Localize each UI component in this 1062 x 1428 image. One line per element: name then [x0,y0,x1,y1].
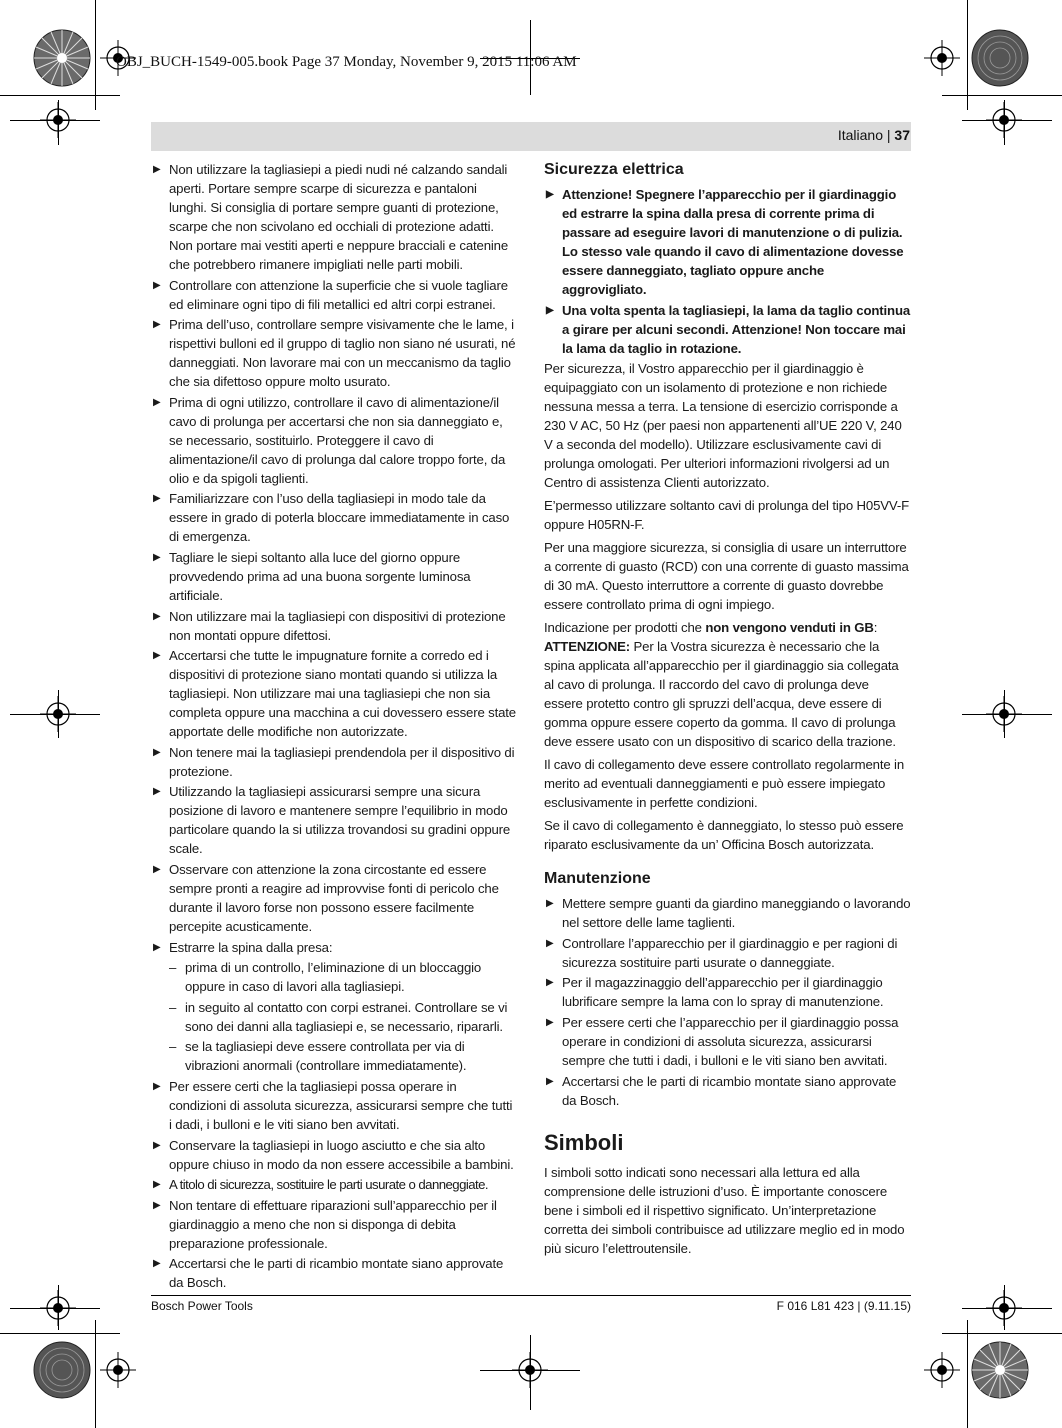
crop-line [0,95,120,96]
sub-list-item: – in seguito al contatto con corpi estranei. Controllare se vi sono dei danni alla tagliasiepi e, se necessario, ripararli. [169,999,508,1034]
triangle-bullet-icon: ▶ [153,1199,161,1211]
crop-line [0,1333,120,1334]
list-item: ▶ Non tenere mai la tagliasiepi prendendola per il dispositivo di protezione. [153,744,515,779]
crop-line [942,1333,1062,1334]
triangle-bullet-icon: ▶ [153,396,161,408]
triangle-bullet-icon: ▶ [546,937,554,949]
list-item: ▶ Accertarsi che le parti di ricambio montate siano approvate da Bosch. [546,1073,897,1108]
paragraph: Il cavo di collegamento deve essere controllato regolarmente in merito ad eventuali danneggiamenti e può essere impiegato esclusivamente in perfette condizioni. [544,757,905,811]
crop-line [967,1320,968,1428]
triangle-bullet-icon: ▶ [153,164,161,175]
list-item: ▶ Accertarsi che le parti di ricambio montate siano approvate da Bosch. [153,1256,504,1291]
book-info-line: OBJ_BUCH-1549-005.book Page 37 Monday, November 9, 2015 11:06 AM [116,54,577,70]
triangle-bullet-icon: ▶ [546,898,554,910]
list-item: ▶ Per il magazzinaggio dell’apparecchio per il giardinaggio lubrificare sempre la lama con lo spray di manutenzione. [546,975,884,1010]
triangle-bullet-icon: ▶ [153,650,161,662]
crop-line [942,95,1062,96]
list-item: ▶ Tagliare le siepi soltanto alla luce del giorno oppure provvedendo prima ad una buona sorgente luminosa artificiale. [153,549,471,603]
crop-line [95,0,96,110]
registration-target-icon [924,40,960,76]
section-heading-maintenance: Manutenzione [544,870,651,888]
list-item: ▶ Per essere certi che la tagliasiepi possa operare in condizioni di assoluta sicurezza, assicurarsi sempre che tutti i dadi, i bulloni e le viti siano ben avvitati. [153,1078,513,1132]
registration-target-icon [986,102,1022,138]
color-rosette-icon [32,1340,92,1400]
page-number: 37 [894,127,910,143]
spacer [544,1111,911,1129]
paragraph: E’permesso utilizzare soltanto cavi di prolunga del tipo H05VV-F oppure H05RN-F. [544,498,909,533]
list-item: ▶ Per essere certi che l’apparecchio per il giardinaggio possa operare in condizioni di assoluta sicurezza, assicurarsi sempre che tutti i dadi, i bulloni e le viti siano ben avvitati. [546,1014,899,1068]
header-language: Italiano [837,127,883,143]
paragraph: Per una maggiore sicurezza, si consiglia di usare un interruttore a corrente di guasto (RCD) con una corrente di guasto massima di 30 mA. Questo interruttore a corrente di guasto dovrebbe essere controllato prima di ogni impiego. [544,540,909,613]
list-item: ▶ A titolo di sicurezza, sostituire le parti usurate o danneggiate. [153,1177,489,1193]
triangle-bullet-icon: ▶ [153,319,161,331]
footer-doc-number: F 016 L81 423 | (9.11.15) [776,1299,911,1313]
paragraph: I simboli sotto indicati sono necessari alla lettura ed alla comprensione delle istruzioni d’uso. È importante conoscere bene i simboli ed il rispettivo significato. Un’interpretazione corretta dei simboli contribuisce ad utilizzare meglio ed in modo più sicuro l’elettroutensile. [544,1165,905,1257]
footer-brand: Bosch Power Tools [151,1299,253,1313]
list-item: ▶ Una volta spenta la tagliasiepi, la lama da taglio continua a girare per alcuni secondi. Attenzione! Non toccare mai la lama da taglio in rotazione. [546,302,911,356]
triangle-bullet-icon: ▶ [546,189,554,200]
list-item: ▶ Osservare con attenzione la zona circostante ed essere sempre pronti a reagire ad improvvise fonti di pericolo che durante il lavoro forse non possono essere facilmente percepite acusticamente. [153,861,499,934]
list-item: ▶ Non tentare di effettuare riparazioni sull’apparecchio per il giardinaggio a meno che non si disponga di debita preparazione professionale. [153,1197,497,1251]
dash-bullet: – [169,999,177,1015]
triangle-bullet-icon: ▶ [546,1075,554,1087]
triangle-bullet-icon: ▶ [153,863,161,875]
triangle-bullet-icon: ▶ [546,977,554,989]
dash-bullet: – [169,960,177,976]
header-bar [151,122,911,151]
list-item: ▶ Non utilizzare mai la tagliasiepi con dispositivi di protezione non montati oppure difettosi. [153,608,506,643]
color-rosette-icon [970,1340,1030,1400]
left-column [151,160,517,1294]
triangle-bullet-icon: ▶ [546,304,554,316]
page-header [838,127,910,143]
triangle-bullet-icon: ▶ [153,941,161,953]
triangle-bullet-icon: ▶ [153,493,161,505]
spacer [544,858,911,869]
section-heading-electrical: Sicurezza elettrica [544,161,684,178]
dash-bullet: – [169,1039,177,1055]
paragraph: Se il cavo di collegamento è danneggiato, lo stesso può essere riparato esclusivamente da un’ Officina Bosch autorizzata. [544,818,904,853]
registration-target-icon [40,102,76,138]
list-item: ▶ Attenzione! Spegnere l’apparecchio per il giardinaggio ed estrarre la spina dalla presa di corrente prima di passare ad eseguire lavori di manutenzione o di pulizia. Lo stesso vale quando il cavo di alimentazione dovesse essere danneggiato, tagliato oppure anche aggrovigliato. [546,187,904,297]
registration-target-icon [986,696,1022,732]
crop-line [967,0,968,110]
section-heading-symbols: Simboli [544,1130,624,1156]
triangle-bullet-icon: ▶ [153,1080,161,1092]
list-item: ▶ Prima dell’uso, controllare sempre visivamente che le lame, i rispettivi bulloni ed il gruppo di taglio non siano né usurati, né danneggiati. Non lavorare mai con un meccanismo da taglio che sia difettoso oppure molto usurato. [153,317,516,390]
registration-target-icon [512,1352,548,1388]
sub-list-item: – prima di un controllo, l’eliminazione di un bloccaggio oppure in caso di lavori alla tagliasiepi. [169,960,482,995]
triangle-bullet-icon: ▶ [153,1258,161,1270]
list-item: ▶ Familiarizzare con l’uso della tagliasiepi in modo tale da essere in grado di poterla bloccare immediatamente in caso di emergenza. [153,491,510,545]
list-item: ▶ Accertarsi che tutte le impugnature fornite a corredo ed i dispositivi di protezione siano montati quando si utilizza la tagliasiepi. Non utilizzare mai una tagliasiepi che non sia completa oppure una macchina a cui dovessero essere state apportate delle modifiche non autorizzate. [153,648,516,740]
color-rosette-icon [970,28,1030,88]
registration-target-icon [40,696,76,732]
triangle-bullet-icon: ▶ [153,786,161,798]
list-item: ▶ Mettere sempre guanti da giardino maneggiando o lavorando nel settore delle lame taglienti. [546,896,911,931]
paragraph: Indicazione per prodotti che non vengono venduti in GB: [544,620,878,636]
triangle-bullet-icon: ▶ [153,1139,161,1151]
triangle-bullet-icon: ▶ [153,279,161,291]
paragraph: ATTENZIONE: Per la Vostra sicurezza è necessario che la spina applicata all’apparecchio per il giardinaggio sia collegata al cavo di prolunga. Il raccordo del cavo di prolunga deve essere protetto contro gli spruzzi dell’acqua, deve essere di gomma oppure essere coperto da gomma. Il cavo di prolunga deve essere usato con un dispositivo di scarico della trazione. [544,639,899,750]
sub-list-item: – se la tagliasiepi deve essere controllata per via di vibrazioni anormali (controllare immediatamente). [169,1039,467,1074]
registration-target-icon [40,1290,76,1326]
list-item: ▶ Conservare la tagliasiepi in luogo asciutto e che sia alto oppure chiuso in modo da non essere accessibile a bambini. [153,1137,514,1172]
footer-rule [151,1295,911,1296]
registration-target-icon [100,1352,136,1388]
header-separator: | [886,127,891,143]
list-item: ▶ Prima di ogni utilizzo, controllare il cavo di alimentazione/il cavo di prolunga per accertarsi che non sia danneggiato e, se necessario, sostituirlo. Proteggere il cavo di alimentazione/il cavo di prolunga dal calore troppo forte, da olio e da spigoli taglienti. [153,394,506,486]
triangle-bullet-icon: ▶ [153,551,161,563]
triangle-bullet-icon: ▶ [153,746,161,758]
paragraph: Per sicurezza, il Vostro apparecchio per il giardinaggio è equipaggiato con un isolamento di protezione e non richiede nessuna messa a terra. La tensione di esercizio corrisponde a 230 V AC, 50 Hz (per paesi non appartenenti all’UE 220 V, 240 V a seconda del modello). Utilizzare esclusivamente cavi di prolunga omologati. Per ulteriori informazioni rivolgersi ad un Centro di assistenza Clienti autorizzato. [544,361,902,491]
triangle-bullet-icon: ▶ [546,1016,554,1028]
registration-target-icon [986,1290,1022,1326]
list-item: ▶ Controllare con attenzione la superficie che si vuole tagliare ed eliminare ogni tipo di fili metallici ed altri corpi estranei. [153,277,508,312]
right-column [544,160,911,1262]
triangle-bullet-icon: ▶ [153,1179,161,1191]
color-rosette-icon [32,28,92,88]
list-item: ▶ Non utilizzare la tagliasiepi a piedi nudi né calzando sandali aperti. Portare sempre scarpe di sicurezza e pantaloni lunghi. Si consiglia di portare sempre guanti di protezione, scarpe che non scivolano ed occhiali di protezione adatti. Non portare mai vestiti aperti e neppure bracciali e catenine che potrebbero rimanere impigliati nelle parti mobili. [153,162,509,272]
list-item: ▶ Controllare l’apparecchio per il giardinaggio e per ragioni di sicurezza sostituire parti usurate o danneggiate. [546,935,898,970]
crop-line [95,1320,96,1428]
registration-target-icon [924,1352,960,1388]
triangle-bullet-icon: ▶ [153,610,161,622]
list-item: ▶ Utilizzando la tagliasiepi assicurarsi sempre una sicura posizione di lavoro e mantenere sempre l’equilibrio in modo particolare quando la si utilizza trovandosi su gradini oppure scale. [153,784,511,857]
list-item: ▶ Estrarre la spina dalla presa: [153,939,333,955]
